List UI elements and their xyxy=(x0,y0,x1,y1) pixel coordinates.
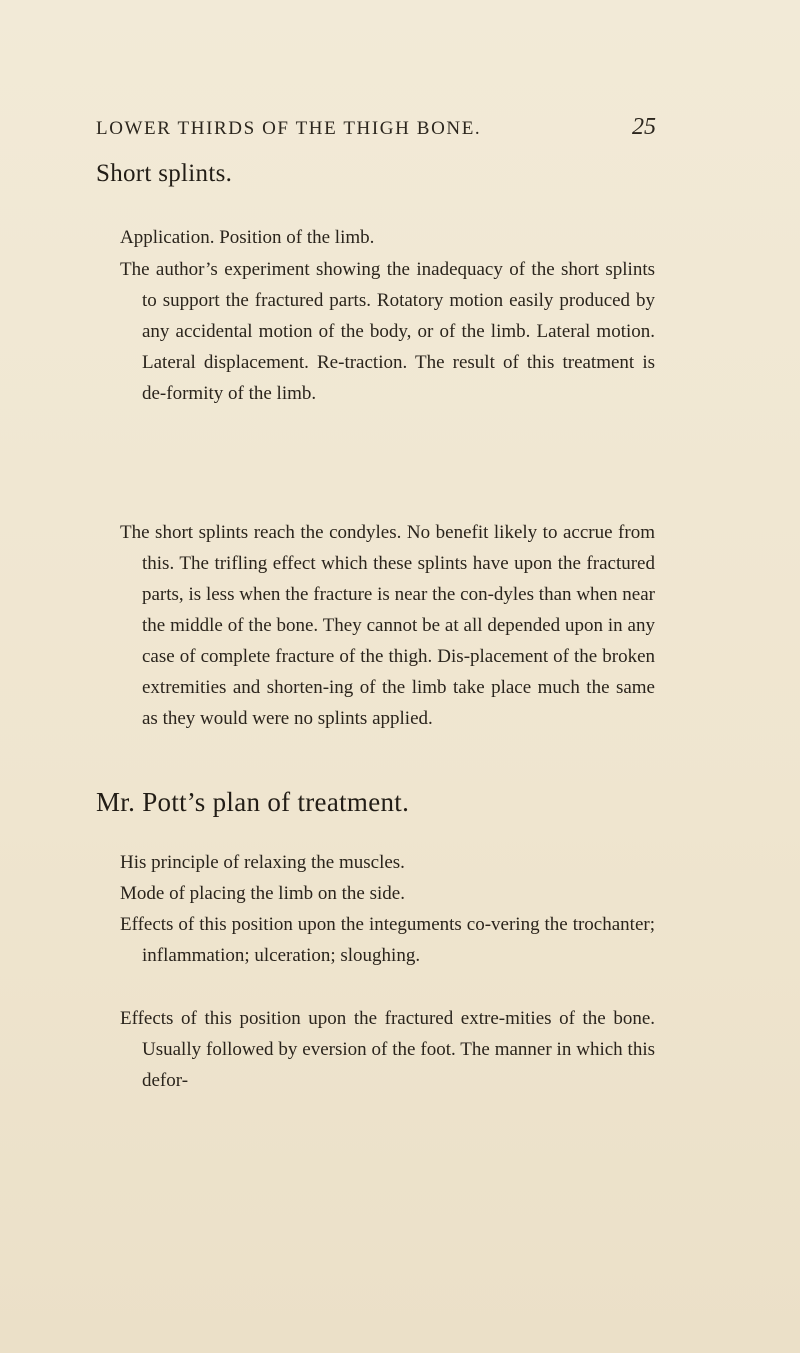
running-header xyxy=(96,114,656,140)
entry-principle: His principle of relaxing the muscles. xyxy=(120,852,405,873)
entry-effects-extremities: Effects of this position upon the fractured extre-mities of the bone. Usually followed by eversion of the foot. The manner in which this defor- xyxy=(120,1008,655,1091)
section-heading-potts-plan: Mr. Pott’s plan of treatment. xyxy=(96,787,410,817)
page-number: 25 xyxy=(632,114,656,140)
entry-short-splints-condyles: The short splints reach the condyles. No benefit likely to accrue from this. The trifling effect which these splints have upon the fractured parts, is less when the fracture is near the con-dyles than when near the middle of the bone. They cannot be at all depended upon in any case of complete fracture of the thigh. Dis-placement of the broken extremities and shorten-ing of the limb take place much the same as they would were no splints applied. xyxy=(120,522,655,729)
entry-author-experiment: The author’s experiment showing the inadequacy of the short splints to support the fractured parts. Rotatory motion easily produced by any accidental motion of the body, or of the limb. Lateral motion. Lateral displacement. Re-traction. The result of this treatment is de-formity of the limb. xyxy=(120,259,655,404)
entry-application: Application. Position of the limb. xyxy=(120,227,375,248)
entry-effects-integuments: Effects of this position upon the integuments co-vering the trochanter; inflammation; ulceration; sloughing. xyxy=(120,914,655,966)
entry-mode-of-placing: Mode of placing the limb on the side. xyxy=(120,883,405,904)
section-heading-short-splints: Short splints. xyxy=(96,160,233,187)
running-title: LOWER THIRDS OF THE THIGH BONE. xyxy=(96,118,482,139)
